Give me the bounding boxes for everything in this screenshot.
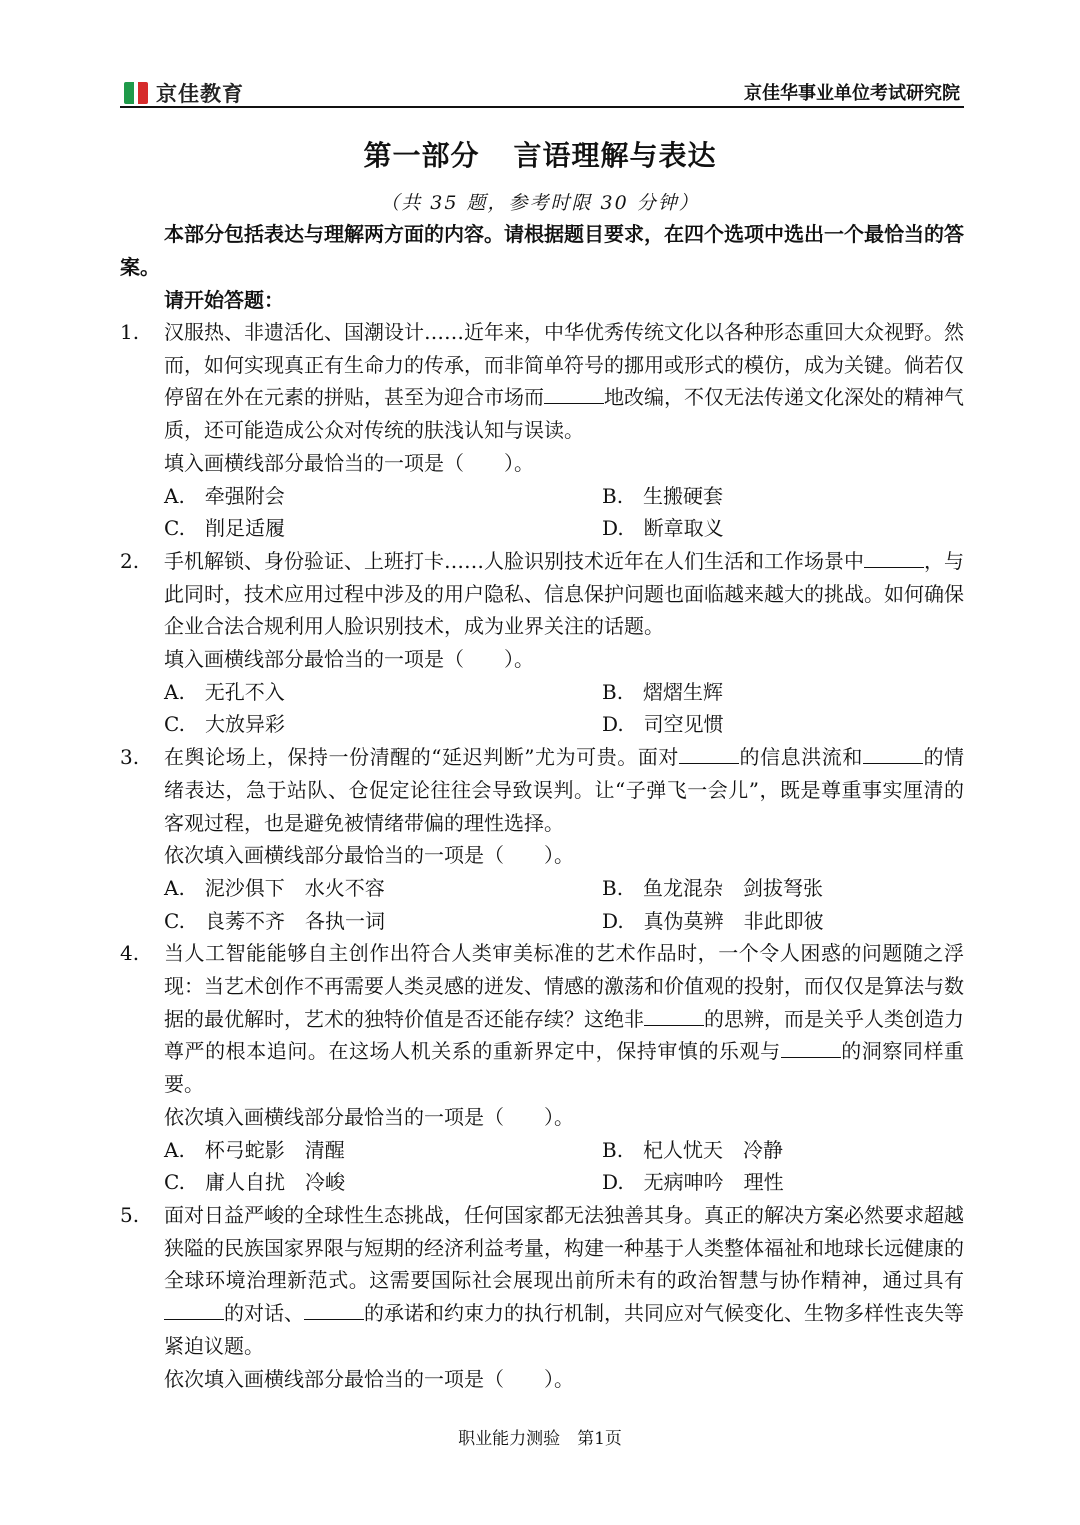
section-name: 言语理解与表达: [513, 139, 717, 172]
intro-text: 本部分包括表达与理解两方面的内容。请根据题目要求，在四个选项中选出一个最恰当的答案。: [120, 222, 964, 279]
question-number: 1.: [120, 320, 140, 344]
question-2: [120, 545, 964, 741]
options: [164, 872, 964, 937]
logo-text: 京佳教育: [156, 82, 244, 106]
answer-blank: [304, 1299, 364, 1320]
option-b[interactable]: B. 熠熠生辉: [602, 679, 724, 704]
option-a[interactable]: A. 无孔不入: [164, 679, 285, 704]
answer-blank: [864, 547, 924, 568]
option-b[interactable]: B. 杞人忧天 冷静: [602, 1137, 784, 1162]
question-number: 2.: [120, 548, 140, 573]
option-b[interactable]: B. 生搬硬套: [602, 483, 724, 508]
section-intro: [120, 218, 964, 284]
option-c[interactable]: C. 庸人自扰 冷峻: [164, 1170, 345, 1195]
question-number: 3.: [120, 745, 140, 770]
question-text: [164, 741, 964, 839]
option-a[interactable]: A. 牵强附会: [164, 483, 285, 508]
text-segment: 的对话、: [224, 1301, 304, 1326]
logo-icon: [124, 82, 150, 104]
option-a[interactable]: A. 泥沙俱下 水火不容: [164, 875, 385, 900]
options: [164, 1134, 964, 1199]
option-d[interactable]: D. 司空见惯: [602, 712, 724, 737]
question-number: 4.: [120, 941, 140, 966]
answer-blank: [164, 1299, 224, 1320]
option-c[interactable]: C. 削足适履: [164, 516, 285, 541]
option-c[interactable]: C. 良莠不齐 各执一词: [164, 908, 385, 933]
text-segment: 的信息洪流和: [738, 745, 863, 770]
start-instruction: 请开始答题：: [164, 288, 284, 312]
section-subtitle: （共 35 题，参考时限 30 分钟）: [380, 192, 700, 214]
option-a[interactable]: A. 杯弓蛇影 清醒: [164, 1137, 345, 1162]
text-segment: 的洞察同样重要。: [164, 1039, 965, 1097]
text-segment: 汉服热、非遗活化、国潮设计……近年来，中华优秀传统文化以各种形态重回大众视野。然而，如何实现真正有生命力的传承，而非简单符号的挪用或形式的模仿，成为关键。倘若仅停留在外在元素的拼贴，甚至为迎合市场而: [164, 320, 964, 410]
option-c[interactable]: C. 大放异彩: [164, 712, 285, 737]
text-segment: 的情绪表达，急于站队、仓促定论往往会导致误判。让“子弹飞一会儿”，既是尊重事实厘清的客观过程，也是避免被情绪带偏的理性选择。: [164, 745, 965, 835]
answer-blank: [679, 743, 739, 764]
answer-blank: [544, 383, 604, 404]
text-segment: 的承诺和约束力的执行机制，共同应对气候变化、生物多样性丧失等紧迫议题。: [164, 1301, 964, 1358]
options: [164, 480, 964, 545]
question-prompt: 填入画横线部分最恰当的一项是（ ）。: [164, 450, 534, 475]
text-segment: 手机解锁、身份验证、上班打卡……人脸识别技术近年在人们生活和工作场景中: [164, 548, 864, 573]
answer-blank: [863, 743, 923, 764]
text-segment: 当人工智能能够自主创作出符合人类审美标准的艺术作品时，一个令人困惑的问题随之浮现：当艺术创作不再需要人类灵感的迸发、情感的激荡和价值观的投射，而仅仅是算法与数据的最优解时，艺术的独特价值是否还能存续？这绝非: [164, 941, 964, 1031]
question-3: [120, 741, 964, 937]
question-text: [164, 937, 964, 1101]
text-segment: 在舆论场上，保持一份清醒的“延迟判断”尤为可贵。面对: [164, 745, 679, 770]
text-segment: 地改编，不仅无法传递文化深处的精神气质，还可能造成公众对传统的肤浅认知与误读。: [164, 385, 964, 443]
question-prompt: 依次填入画横线部分最恰当的一项是（ ）。: [164, 1104, 574, 1129]
answer-blank: [644, 1005, 704, 1026]
question-text: [164, 316, 964, 447]
page-header: [120, 76, 964, 108]
question-text: [164, 1199, 964, 1363]
question-1: [120, 316, 964, 545]
options: [164, 676, 964, 741]
option-d[interactable]: D. 真伪莫辨 非此即彼: [602, 908, 824, 933]
option-b[interactable]: B. 鱼龙混杂 剑拔弩张: [602, 875, 824, 900]
brand-logo: [124, 78, 244, 108]
text-segment: 面对日益严峻的全球性生态挑战，任何国家都无法独善其身。真正的解决方案必然要求超越狭隘的民族国家界限与短期的经济利益考量，构建一种基于人类整体福祉和地球长远健康的全球环境治理新范式。这需要国际社会展现出前所未有的政治智慧与协作精神，通过具有: [164, 1202, 964, 1293]
text-segment: 的思辨，而是关乎人类创造力尊严的根本追问。在这场人机关系的重新界定中，保持审慎的乐观与: [164, 1006, 964, 1064]
question-prompt: 依次填入画横线部分最恰当的一项是（ ）。: [164, 1366, 574, 1391]
question-5: [120, 1199, 964, 1395]
question-list: [120, 316, 964, 1395]
question-number: 5.: [120, 1202, 140, 1227]
section-part: 第一部分: [363, 139, 480, 172]
text-segment: ，与此同时，技术应用过程中涉及的用户隐私、信息保护问题也面临越来越大的挑战。如何确保企业合法合规利用人脸识别技术，成为业界关注的话题。: [164, 548, 964, 639]
institute-name: 京佳华事业单位考试研究院: [744, 83, 960, 104]
section-title: [0, 134, 1080, 174]
page-footer: 职业能力测验 第1页: [458, 1429, 622, 1449]
question-prompt: 依次填入画横线部分最恰当的一项是（ ）。: [164, 843, 574, 868]
answer-blank: [781, 1037, 841, 1058]
question-4: [120, 937, 964, 1199]
question-prompt: 填入画横线部分最恰当的一项是（ ）。: [164, 647, 534, 672]
question-text: [164, 545, 964, 643]
option-d[interactable]: D. 无病呻吟 理性: [602, 1170, 784, 1195]
option-d[interactable]: D. 断章取义: [602, 516, 724, 541]
